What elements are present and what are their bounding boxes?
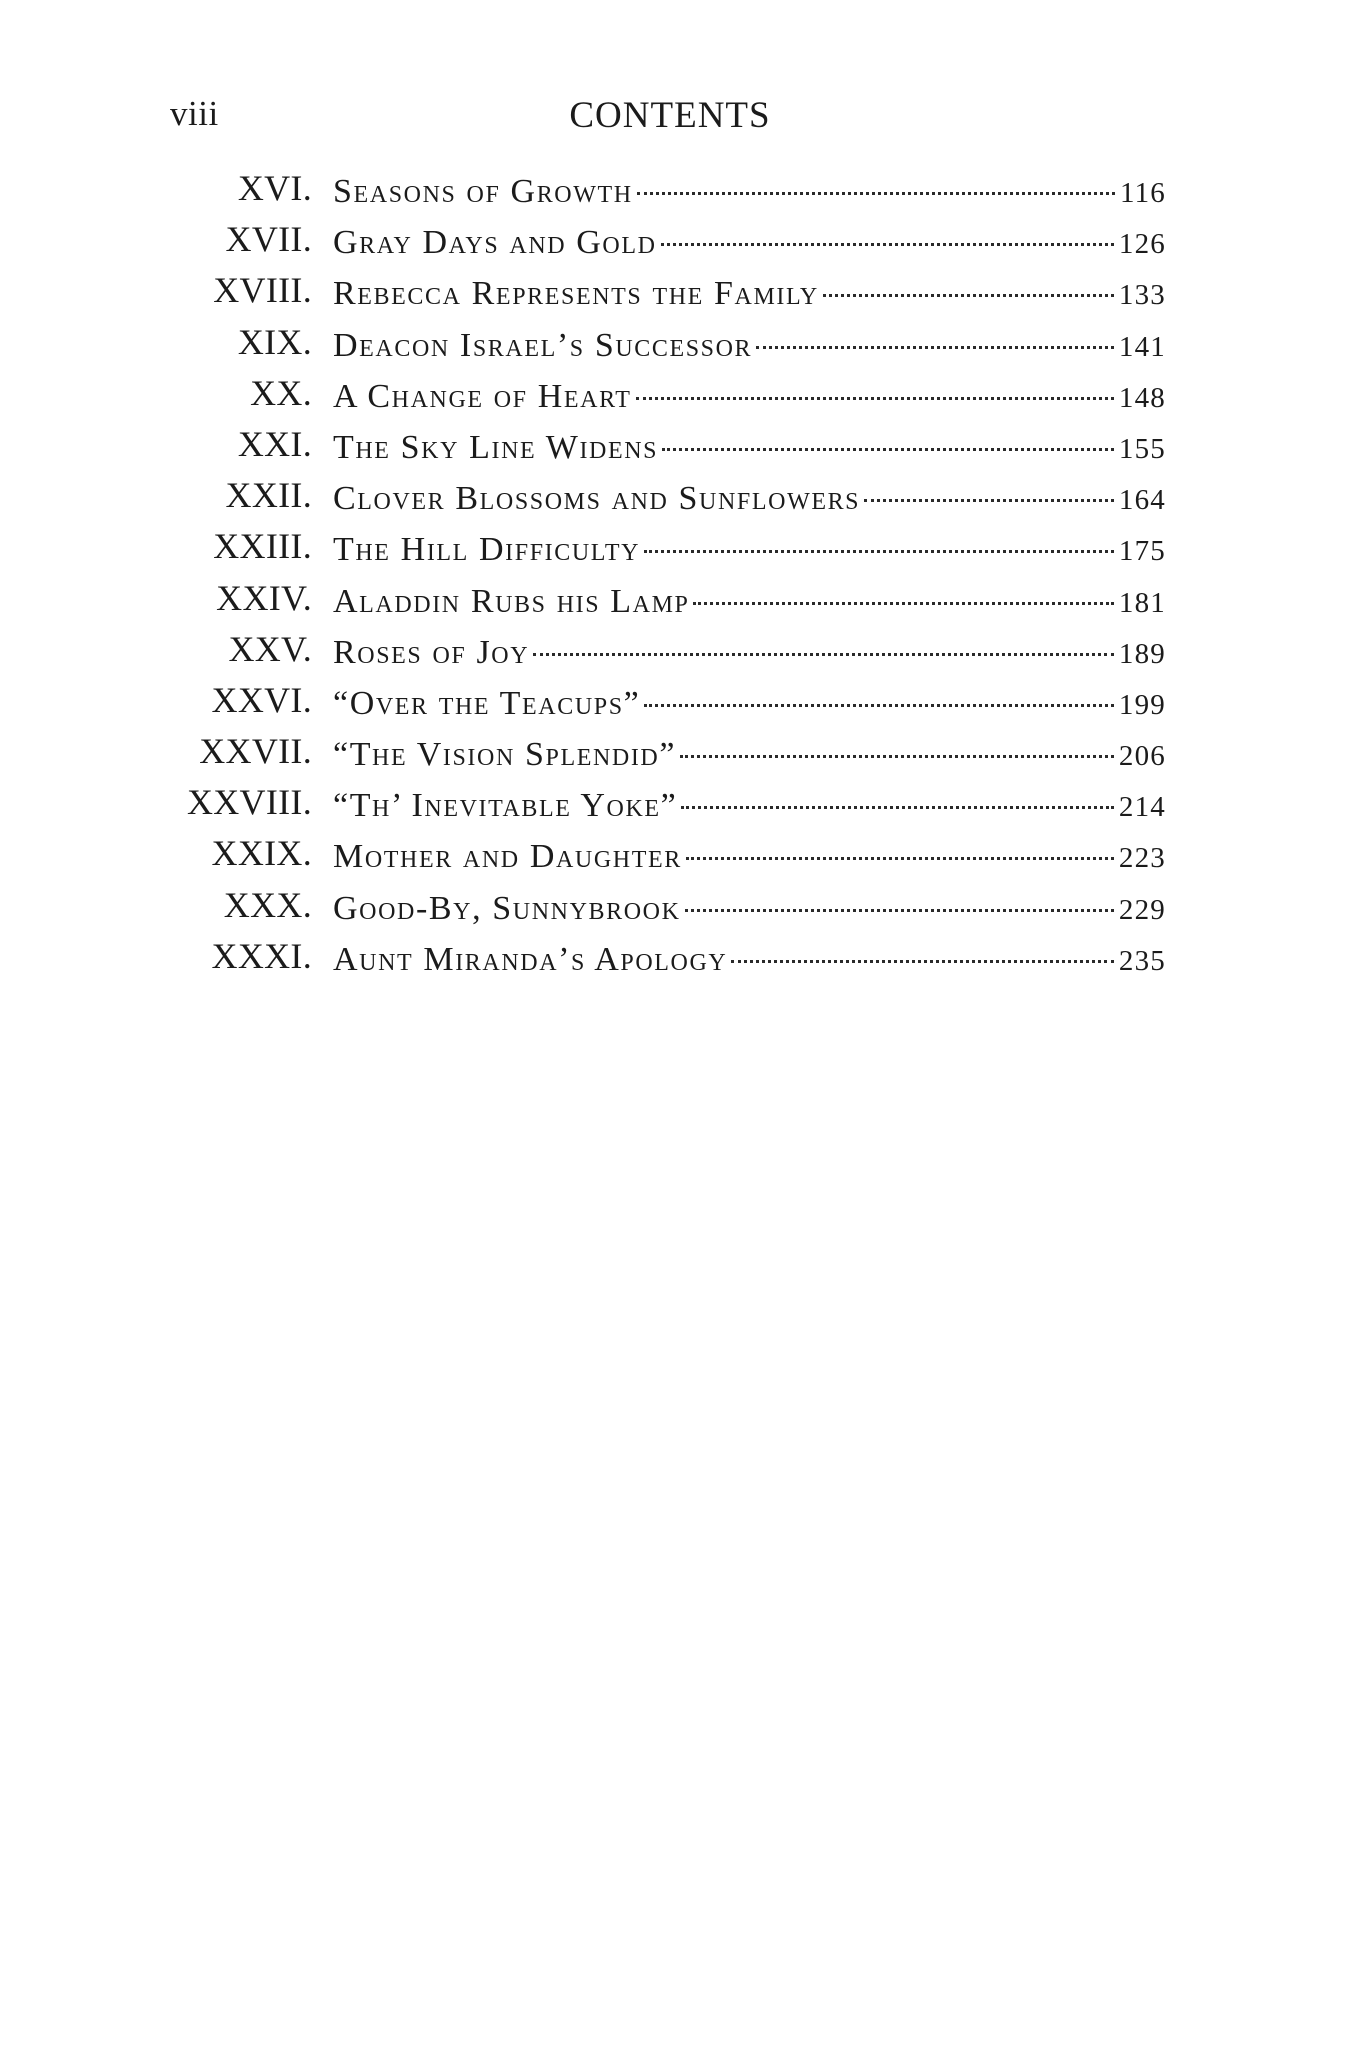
dot-leader [731,960,1114,963]
chapter-numeral: XXVII. [199,731,312,772]
chapter-title: A Change of Heart [333,377,632,415]
dot-leader [644,550,1114,553]
dot-leader [644,704,1114,707]
dot-leader [686,857,1114,860]
toc-entry [0,370,1365,421]
chapter-line [333,480,1166,518]
chapter-title: “Over the Teacups” [333,684,641,722]
toc-entry [0,216,1365,267]
page-number: 214 [1118,791,1166,824]
chapter-numeral: XX. [250,372,312,413]
chapter-title: “The Vision Splendid” [333,736,677,774]
chapter-line [333,173,1166,211]
dot-leader [533,653,1114,656]
chapter-numeral: XXVI. [211,679,312,720]
chapter-title: Rebecca Represents the Family [333,275,819,313]
chapter-line [333,429,1166,467]
chapter-numeral: XVI. [237,168,312,208]
page-number: 206 [1118,740,1166,773]
chapter-title: Seasons of Growth [333,173,633,210]
chapter-title: Gray Days and Gold [333,224,657,262]
dot-leader [823,294,1114,297]
chapter-numeral: XXVIII. [186,782,312,823]
toc-entry [0,523,1365,574]
chapter-line [333,634,1166,672]
chapter-numeral: XXIII. [213,526,312,567]
running-head [0,94,1365,144]
chapter-line [333,583,1166,621]
dot-leader [637,192,1115,195]
page-number: 223 [1118,842,1166,875]
page-number: 175 [1118,535,1166,568]
chapter-line [333,378,1166,416]
toc-entry [0,779,1365,830]
chapter-line [333,941,1166,979]
toc-entry [0,165,1365,216]
chapter-line [333,275,1166,313]
dot-leader [693,602,1113,605]
page-number: 141 [1118,330,1166,363]
page-number: 189 [1118,637,1166,670]
page-number: 229 [1118,893,1166,926]
chapter-numeral: XXI. [237,423,312,464]
toc-entry [0,830,1365,881]
chapter-title: Deacon Israel’s Successor [333,326,753,364]
toc-entry [0,319,1365,370]
toc-entry [0,421,1365,472]
chapter-title: Roses of Joy [333,633,530,671]
chapter-numeral: XVIII. [213,270,312,311]
chapter-title: Mother and Daughter [333,838,682,876]
chapter-line [333,838,1166,876]
chapter-title: Aladdin Rubs his Lamp [333,582,690,620]
dot-leader [864,499,1114,502]
chapter-title: Clover Blossoms and Sunflowers [333,480,861,518]
chapter-title: “Th’ Inevitable Yoke” [333,787,678,825]
toc-entry [0,882,1365,933]
chapter-line [333,685,1166,723]
page-number: 133 [1118,279,1166,312]
chapter-line [333,787,1166,825]
dot-leader [661,243,1114,246]
page-number: 148 [1118,381,1166,414]
chapter-numeral: XVII. [225,219,312,260]
toc-entry [0,472,1365,523]
toc-entry [0,933,1365,984]
toc-entry [0,677,1365,728]
chapter-numeral: XIX. [237,321,312,362]
dot-leader [685,909,1114,912]
page-title: CONTENTS [569,95,771,136]
page-folio: viii [170,94,219,133]
chapter-line [333,736,1166,774]
page-number: 181 [1118,586,1166,619]
toc-entry [0,267,1365,318]
chapter-title: Good-By, Sunnybrook [333,889,681,927]
page-number: 155 [1118,432,1166,465]
page-number: 116 [1119,177,1166,209]
chapter-title: The Sky Line Widens [333,428,659,466]
toc-entry [0,575,1365,626]
chapter-numeral: XXIV. [216,577,312,618]
dot-leader [680,755,1114,758]
dot-leader [681,806,1114,809]
table-of-contents [0,165,1365,984]
page-number: 164 [1118,484,1166,517]
dot-leader [636,397,1114,400]
dot-leader [662,448,1114,451]
chapter-line [333,531,1166,569]
chapter-numeral: XXII. [225,475,312,516]
chapter-line [333,224,1166,262]
chapter-line [333,327,1166,365]
chapter-line [333,890,1166,928]
chapter-title: Aunt Miranda’s Apology [333,940,728,978]
toc-entry [0,626,1365,677]
chapter-numeral: XXV. [228,628,312,669]
page-number: 235 [1118,944,1166,977]
chapter-numeral: XXXI. [211,935,312,976]
dot-leader [756,346,1114,349]
page-number: 199 [1118,688,1166,721]
toc-entry [0,728,1365,779]
page-number: 126 [1118,228,1166,261]
chapter-numeral: XXX. [223,884,312,925]
chapter-title: The Hill Difficulty [333,531,641,569]
chapter-numeral: XXIX. [211,833,312,874]
